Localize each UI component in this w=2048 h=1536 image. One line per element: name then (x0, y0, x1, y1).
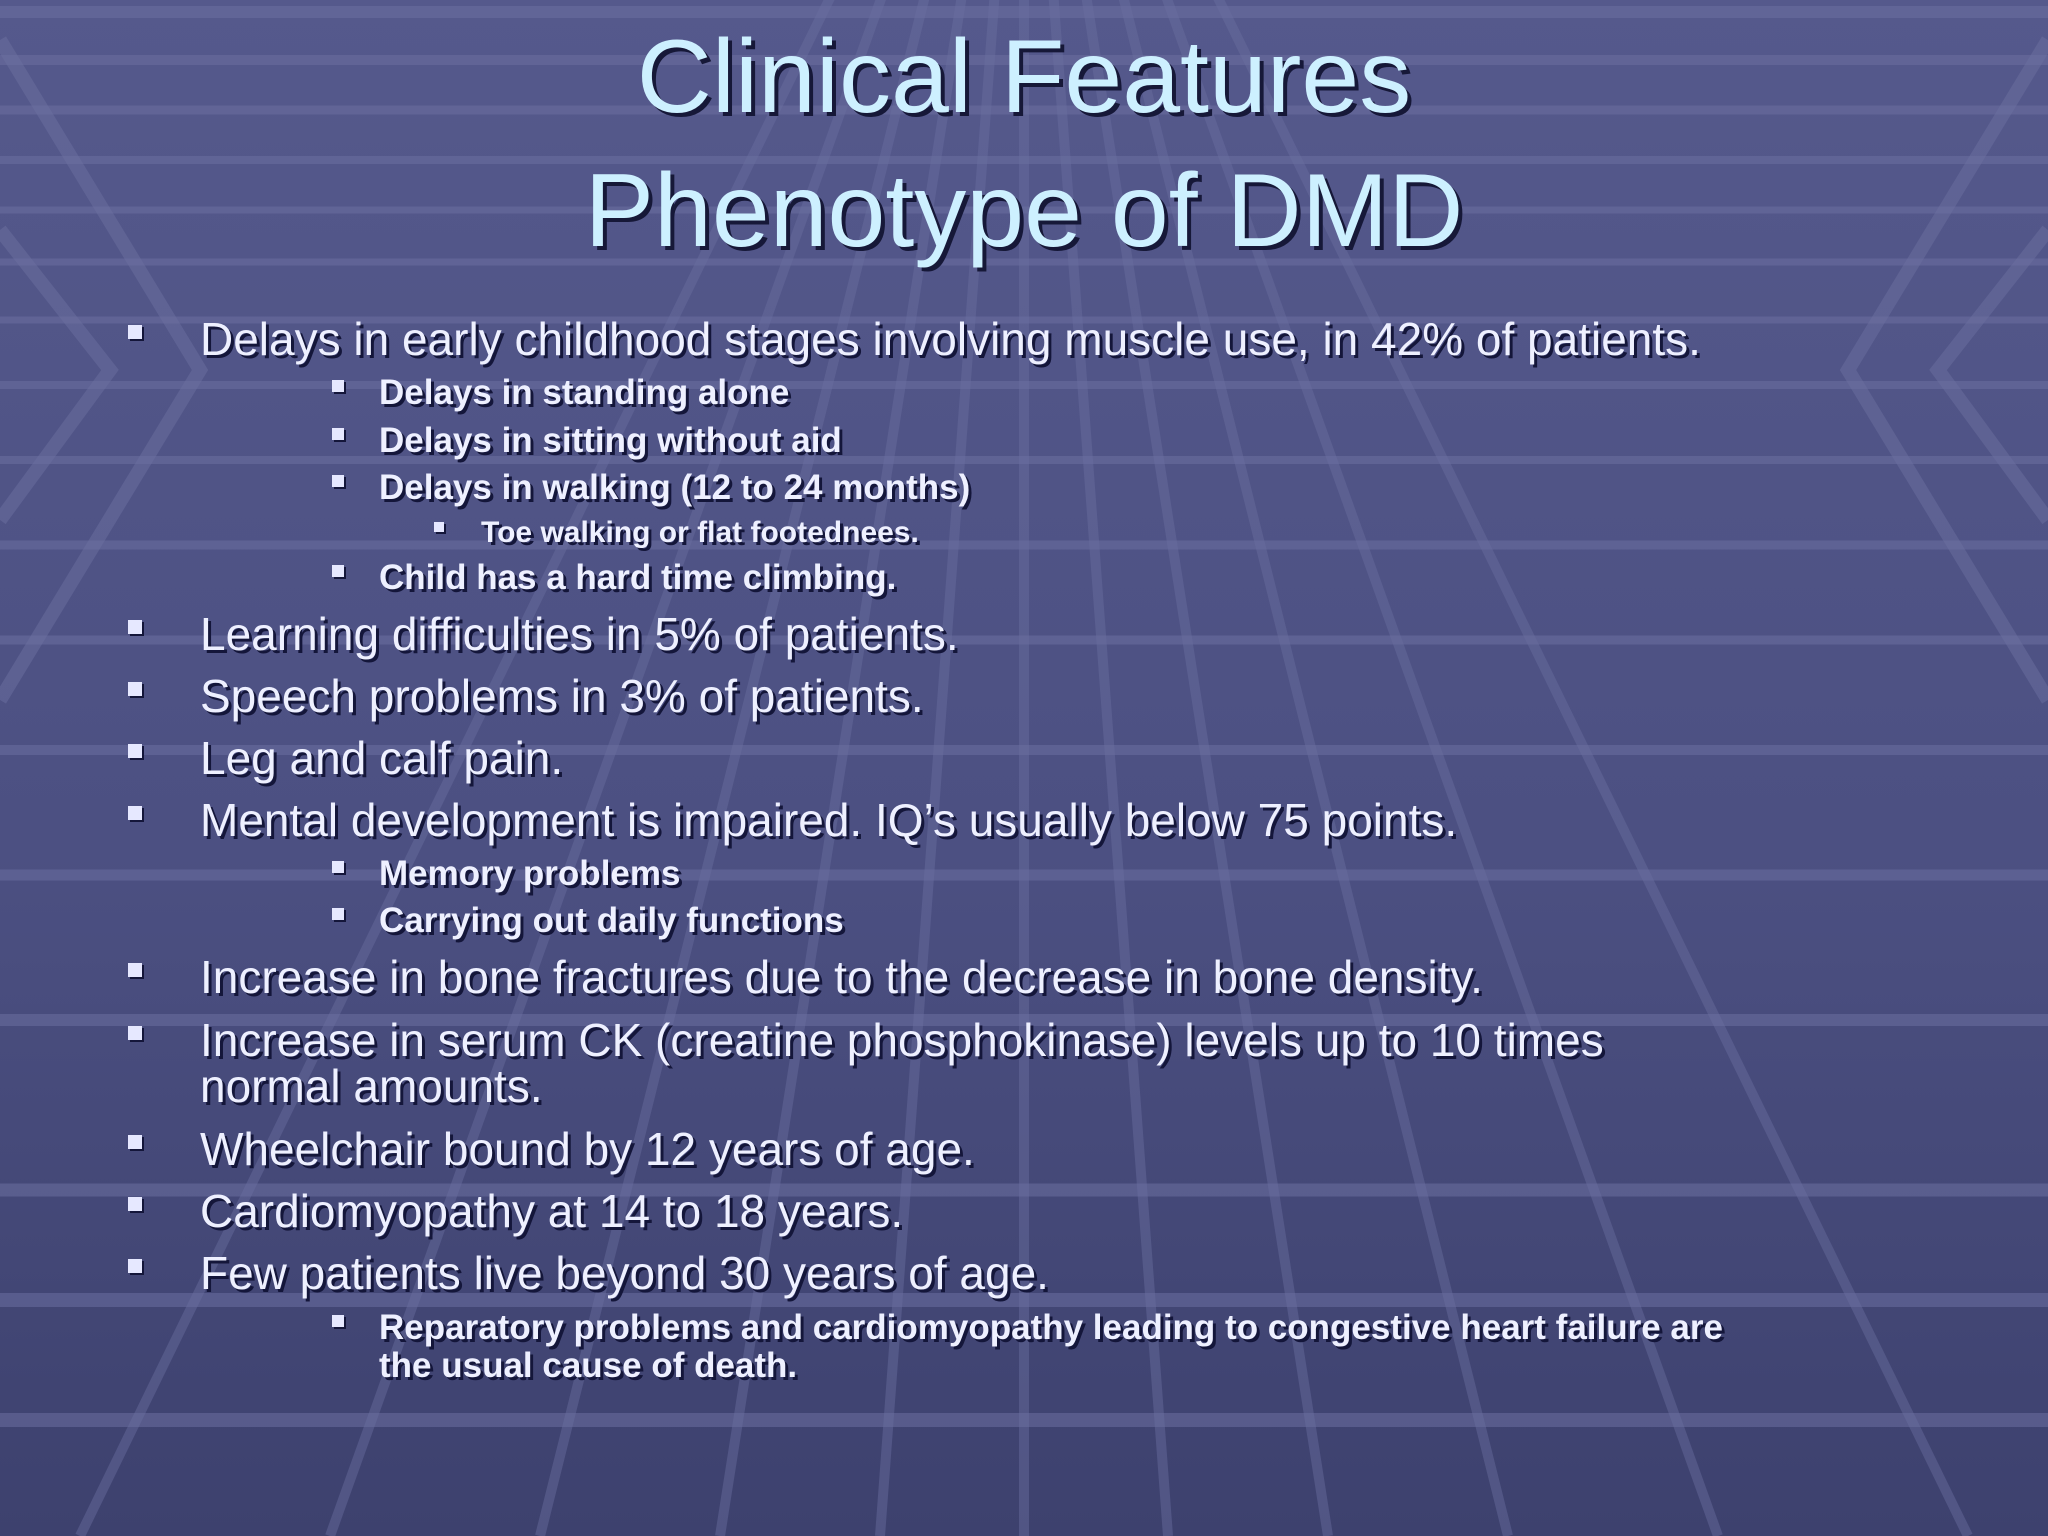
list-item (379, 469, 970, 507)
list-item-text: Carrying out daily functions (379, 901, 844, 940)
bullet-icon (434, 522, 444, 532)
list-item (200, 670, 924, 722)
list-item-text: Reparatory problems and cardiomyopathy leading to congestive heart failure are (379, 1308, 1723, 1347)
bullet-icon (128, 963, 142, 977)
list-item-text: Increase in serum CK (creatine phosphokinase) levels up to 10 times (200, 1014, 1604, 1066)
list-item-text: Leg and calf pain. (200, 732, 564, 784)
list-item (200, 313, 1701, 365)
list-item (379, 374, 789, 412)
list-item (200, 951, 1483, 1003)
list-item-text: Delays in standing alone (379, 373, 790, 412)
list-item-text: the usual cause of death. (379, 1346, 798, 1385)
list-item (379, 559, 896, 597)
list-item (200, 1014, 1604, 1066)
title-line-2: Phenotype of DMD (584, 153, 1464, 269)
bullet-icon (332, 861, 344, 873)
list-item-text: Toe walking or flat footednees. (481, 516, 919, 549)
list-item-text: Few patients live beyond 30 years of age. (200, 1247, 1049, 1299)
bullet-icon (332, 475, 344, 487)
list-item (200, 1185, 904, 1237)
bullet-icon (128, 806, 142, 820)
bullet-icon (332, 428, 344, 440)
bullet-icon (128, 325, 142, 339)
list-item-text: Delays in sitting without aid (379, 421, 842, 460)
list-item (200, 1123, 975, 1175)
list-item (200, 732, 564, 784)
list-item-continuation (200, 1060, 543, 1112)
list-item (379, 1309, 1723, 1347)
list-item-text: Speech problems in 3% of patients. (200, 670, 924, 722)
list-item-text: Cardiomyopathy at 14 to 18 years. (200, 1185, 904, 1237)
list-item (379, 422, 842, 460)
list-item (200, 608, 959, 660)
bullet-icon (332, 1315, 344, 1327)
list-item-text: Child has a hard time climbing. (379, 558, 897, 597)
list-item (481, 517, 919, 549)
bullet-icon (332, 565, 344, 577)
list-item-text: Delays in walking (12 to 24 months) (379, 468, 971, 507)
list-item-text: normal amounts. (200, 1060, 543, 1112)
bullet-icon (128, 744, 142, 758)
list-item (200, 794, 1458, 846)
title-line-1: Clinical Features (636, 19, 1412, 135)
bullet-icon (128, 1026, 142, 1040)
list-item-text: Increase in bone fractures due to the decrease in bone density. (200, 951, 1483, 1003)
bullet-icon (128, 1197, 142, 1211)
bullet-icon (128, 682, 142, 696)
list-item (379, 902, 844, 940)
list-item-text: Wheelchair bound by 12 years of age. (200, 1123, 975, 1175)
list-item-text: Mental development is impaired. IQ’s usually below 75 points. (200, 794, 1458, 846)
bullet-icon (332, 908, 344, 920)
bullet-icon (128, 620, 142, 634)
bullet-icon (332, 380, 344, 392)
list-item-text: Delays in early childhood stages involving muscle use, in 42% of patients. (200, 313, 1701, 365)
list-item-text: Learning difficulties in 5% of patients. (200, 608, 959, 660)
list-item (379, 855, 680, 893)
list-item-text: Memory problems (379, 854, 681, 893)
bullet-icon (128, 1135, 142, 1149)
list-item (200, 1247, 1049, 1299)
list-item-continuation (379, 1347, 797, 1385)
bullet-icon (128, 1259, 142, 1273)
